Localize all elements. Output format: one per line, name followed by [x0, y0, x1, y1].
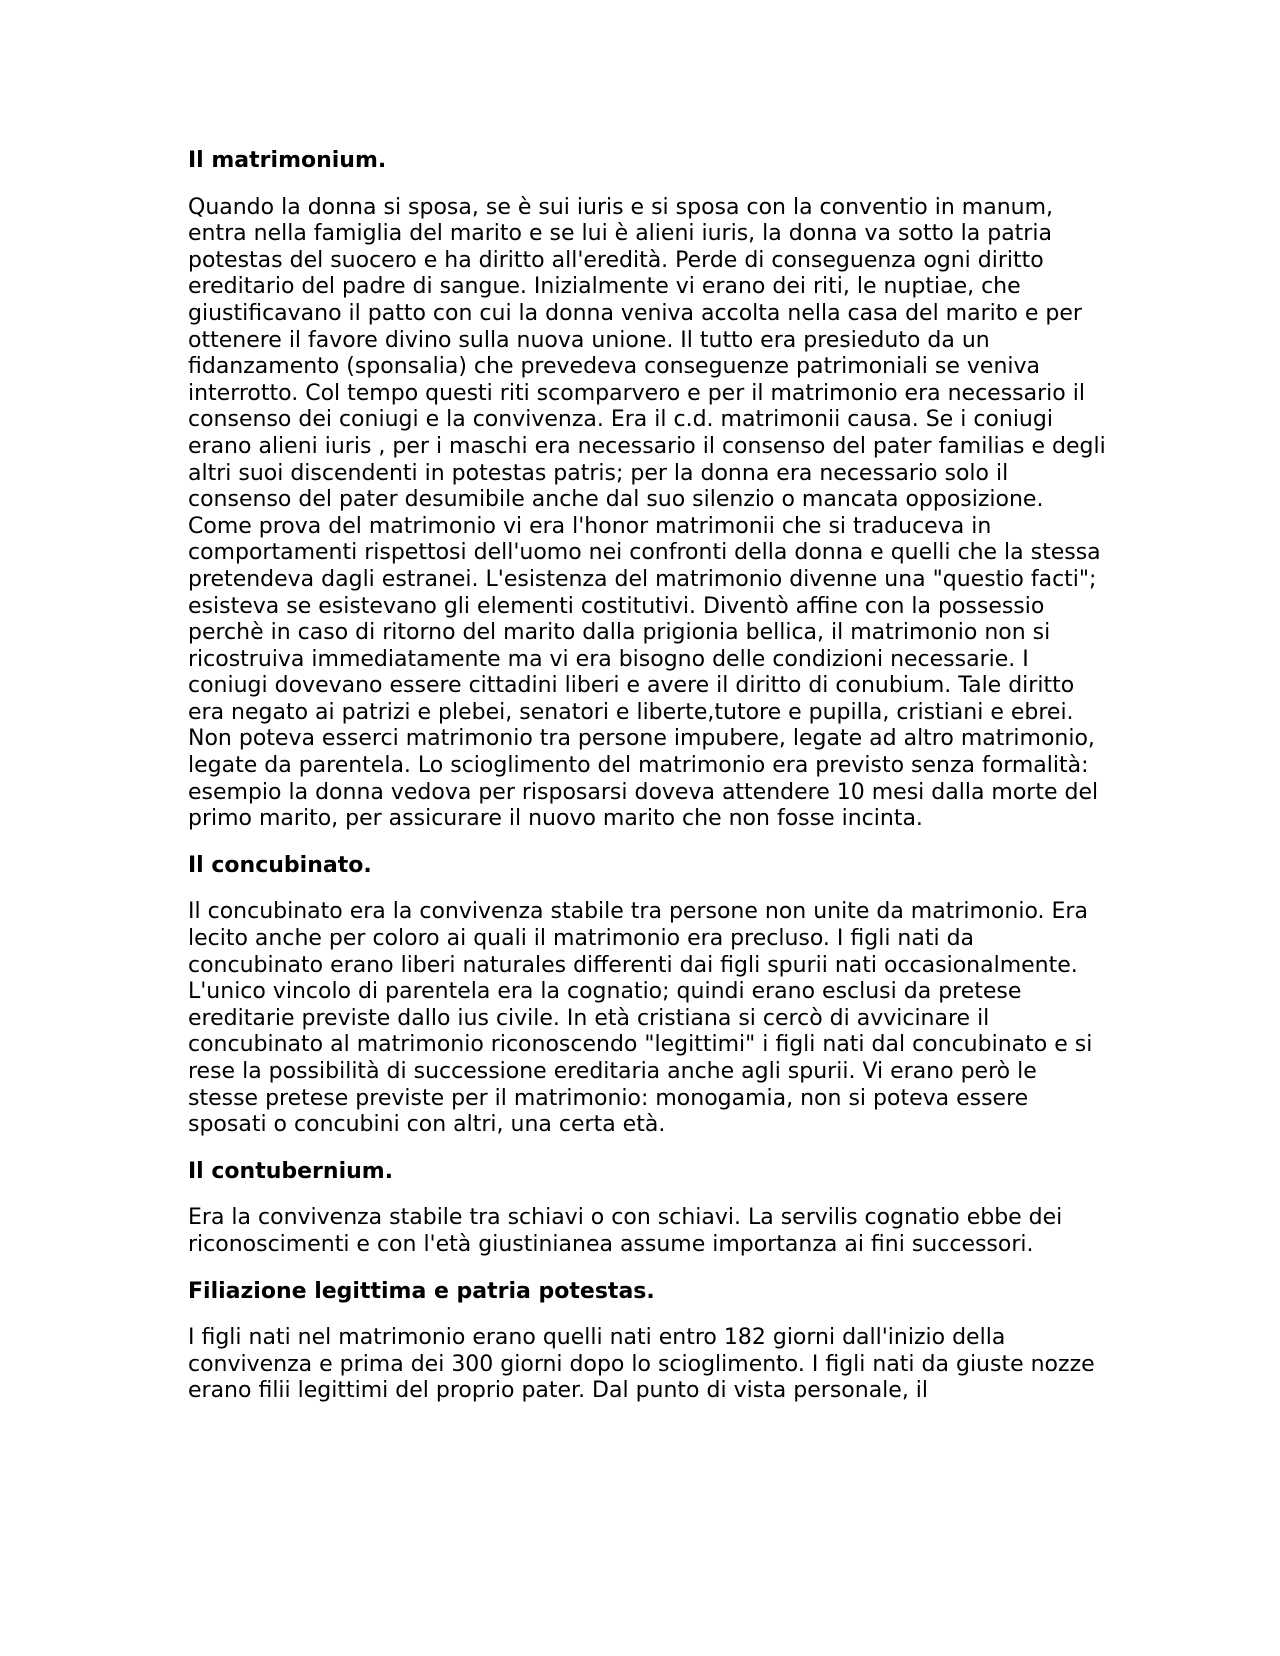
section-heading: Il matrimonium. — [188, 148, 387, 173]
section-heading: Il contubernium. — [188, 1158, 394, 1184]
section-paragraph: Il concubinato era la convivenza stabile tra persone non unite da matrimonio. Era lecito anche per coloro ai quali il matrimonio era precluso. I figli nati da concubinato erano liberi naturales differenti dai figli spurii nati occasionalmente. L'unico vincolo di parentela era la cognatio; quindi erano esclusi da pretese ereditarie previste dallo ius civile. In età cristiana si cercò di avvicinare il concubinato al matrimonio riconoscendo "legittimi" i figli nati dal concubinato e si rese la possibilità di successione ereditaria anche agli spurii. Vi erano però le stesse pretese previste per il matrimonio: monogamia, non si poteva essere sposati o concubini con altri, una certa età. — [188, 899, 1093, 1138]
section-filiazione — [188, 1279, 1108, 1405]
document-page — [188, 148, 1108, 1425]
section-heading: Filiazione legittima e patria potestas. — [188, 1278, 655, 1304]
section-paragraph: Quando la donna si sposa, se è sui iuris e si sposa con la conventio in manum, entra nella famiglia del marito e se lui è alieni iuris, la donna va sotto la patria potestas del suocero e ha diritto all'eredità. Perde di conseguenza ogni diritto ereditario del padre di sangue. Inizialmente vi erano dei riti, le nuptiae, che giustificavano il patto con cui la donna veniva accolta nella casa del marito e per ottenere il favore divino sulla nuova unione. Il tutto era presieduto da un fidanzamento (sponsalia) che prevedeva conseguenze patrimoniali se veniva interrotto. Col tempo questi riti scomparvero e per il matrimonio era necessario il consenso dei coniugi e la convivenza. Era il c.d. matrimonii causa. Se i coniugi erano alieni iuris , per i maschi era necessario il consenso del pater familias e degli altri suoi discendenti in potestas patris; per la donna era necessario solo il consenso del pater desumibile anche dal suo silenzio o mancata opposizione. Come prova del matrimonio vi era l'honor matrimonii che si traduceva in comportamenti rispettosi dell'uomo nei confronti della donna e quelli che la stessa pretendeva dagli estranei. L'esistenza del matrimonio divenne una "questio facti"; esisteva se esistevano gli elementi costitutivi. Diventò affine con la possessio perchè in caso di ritorno del marito dalla prigionia bellica, il matrimonio non si ricostruiva immediatamente ma vi era bisogno delle condizioni necessarie. I coniugi dovevano essere cittadini liberi e avere il diritto di conubium. Tale diritto era negato ai patrizi e plebei, senatori e liberte,tutore e pupilla, cristiani e ebrei. Non poteva esserci matrimonio tra persone impubere, legate ad altro matrimonio, legate da parentela. Lo scioglimento del matrimonio era previsto senza formalità: esempio la donna vedova per risposarsi doveva attendere 10 mesi dalla morte del primo marito, per assicurare il nuovo marito che non fosse incinta. — [188, 194, 1106, 832]
section-contubernium — [188, 1159, 1108, 1259]
section-concubinato — [188, 853, 1108, 1139]
section-paragraph: I figli nati nel matrimonio erano quelli nati entro 182 giorni dall'inizio della convivenza e prima dei 300 giorni dopo lo scioglimento. I figli nati da giuste nozze erano filii legittimi del proprio pater. Dal punto di vista personale, il — [188, 1325, 1095, 1404]
section-paragraph: Era la convivenza stabile tra schiavi o con schiavi. La servilis cognatio ebbe dei riconoscimenti e con l'età giustinianea assume importanza ai fini successori. — [188, 1205, 1063, 1257]
section-matrimonium — [188, 148, 1108, 833]
section-heading: Il concubinato. — [188, 852, 372, 878]
